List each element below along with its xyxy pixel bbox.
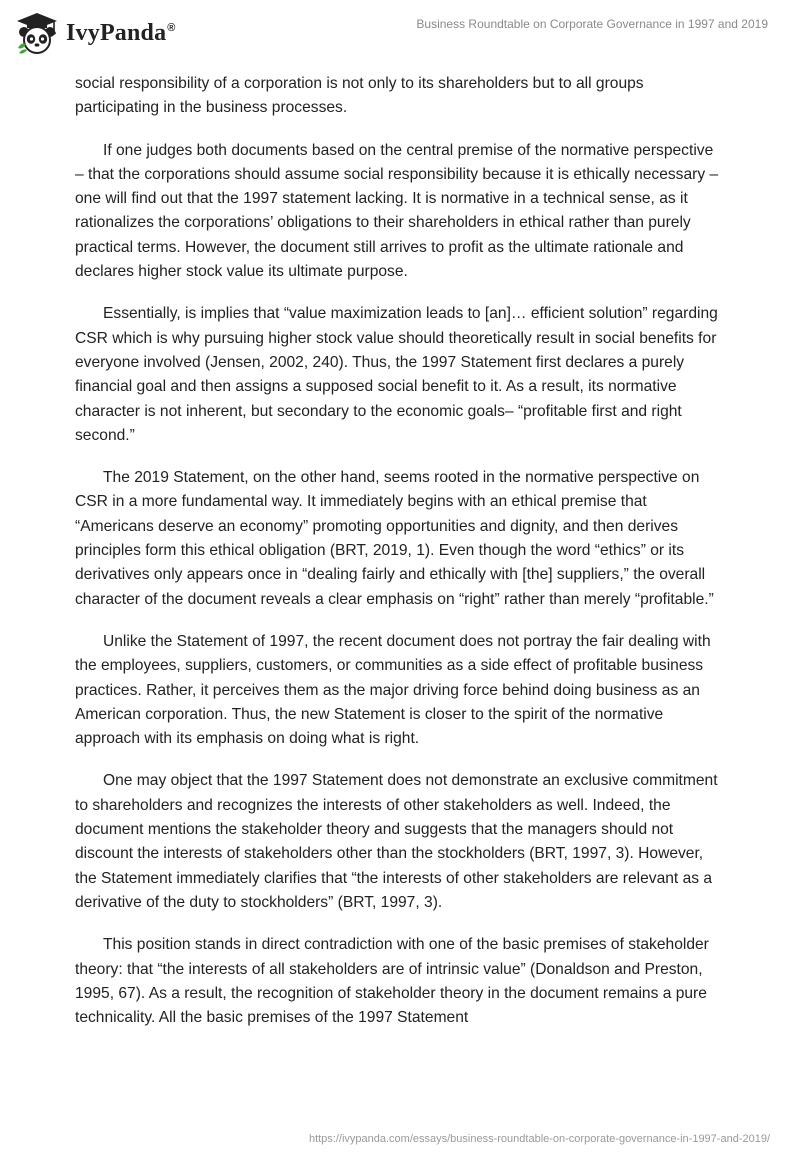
paragraph-4: The 2019 Statement, on the other hand, seems rooted in the normative perspective on CSR in a more fundamental way. It immediately begins with an ethical premise that “Americans deserve an economy” promoting opportunities and dignity, and then derives principles form this ethical obligation (BRT, 2019, 1). Even though the word “ethics” or its derivatives only appears once in “dealing fairly and ethically with [the] suppliers,” the overall character of the document reveals a clear emphasis on “right” rather than merely “profitable.” (75, 469, 714, 608)
essay-body (75, 72, 725, 1048)
paragraph-3: Essentially, is implies that “value maximization leads to [an]… efficient solution” regarding CSR which is why pursuing higher stock value should theoretically result in social benefits for everyone involved (Jensen, 2002, 240). Thus, the 1997 Statement first declares a purely financial goal and then assigns a supposed social benefit to it. As a result, its normative character is not inherent, but secondary to the economic goals– “profitable first and right second.” (75, 305, 718, 444)
panda-graduate-icon (14, 10, 60, 56)
brand-text: IvyPanda (66, 19, 167, 46)
paragraph-1: social responsibility of a corporation is not only to its shareholders but to all groups participating in the business processes. (75, 75, 644, 117)
registered-mark: ® (167, 21, 176, 34)
paragraph-6: One may object that the 1997 Statement does not demonstrate an exclusive commitment to shareholders and recognizes the interests of other stakeholders as well. Indeed, the document mentions the stakeholder theory and suggests that the managers should not discount the interests of stakeholders other than the stockholders (BRT, 1997, 3). However, the Statement immediately clarifies that “the interests of other stakeholders are relevant as a derivative of the duty to stockholders” (BRT, 1997, 3). (75, 772, 718, 911)
page-header (0, 0, 800, 70)
source-url[interactable]: https://ivypanda.com/essays/business-roundtable-on-corporate-governance-in-1997-and-2019/ (308, 1133, 770, 1145)
paragraph-7: This position stands in direct contradiction with one of the basic premises of stakeholder theory: that “the interests of all stakeholders are of intrinsic value” (Donaldson and Preston, 1995, 67). As a result, the recognition of stakeholder theory in the document remains a pure technicality. All the basic premises of the 1997 Statement (75, 936, 709, 1027)
paragraph-5: Unlike the Statement of 1997, the recent document does not portray the fair dealing with the employees, suppliers, customers, or communities as a side effect of profitable business practices. Rather, it perceives them as the major driving force behind doing business as an American corporation. Thus, the new Statement is closer to the spirit of the normative approach with its emphasis on doing what is right. (75, 632, 711, 748)
paragraph-2: If one judges both documents based on the central premise of the normative perspective – that the corporations should assume social responsibility because it is ethically necessary – one will find out that the 1997 statement lacking. It is normative in a technical sense, as it rationalizes the corporations’ obligations to their shareholders in ethical rather than purely practical terms. However, the document still arrives to profit as the ultimate rationale and declares higher stock value its ultimate purpose. (75, 141, 719, 281)
document-title: Business Roundtable on Corporate Governance in 1997 and 2019 (416, 17, 768, 31)
ivypanda-logo[interactable] (14, 8, 176, 58)
brand-name (66, 20, 176, 47)
